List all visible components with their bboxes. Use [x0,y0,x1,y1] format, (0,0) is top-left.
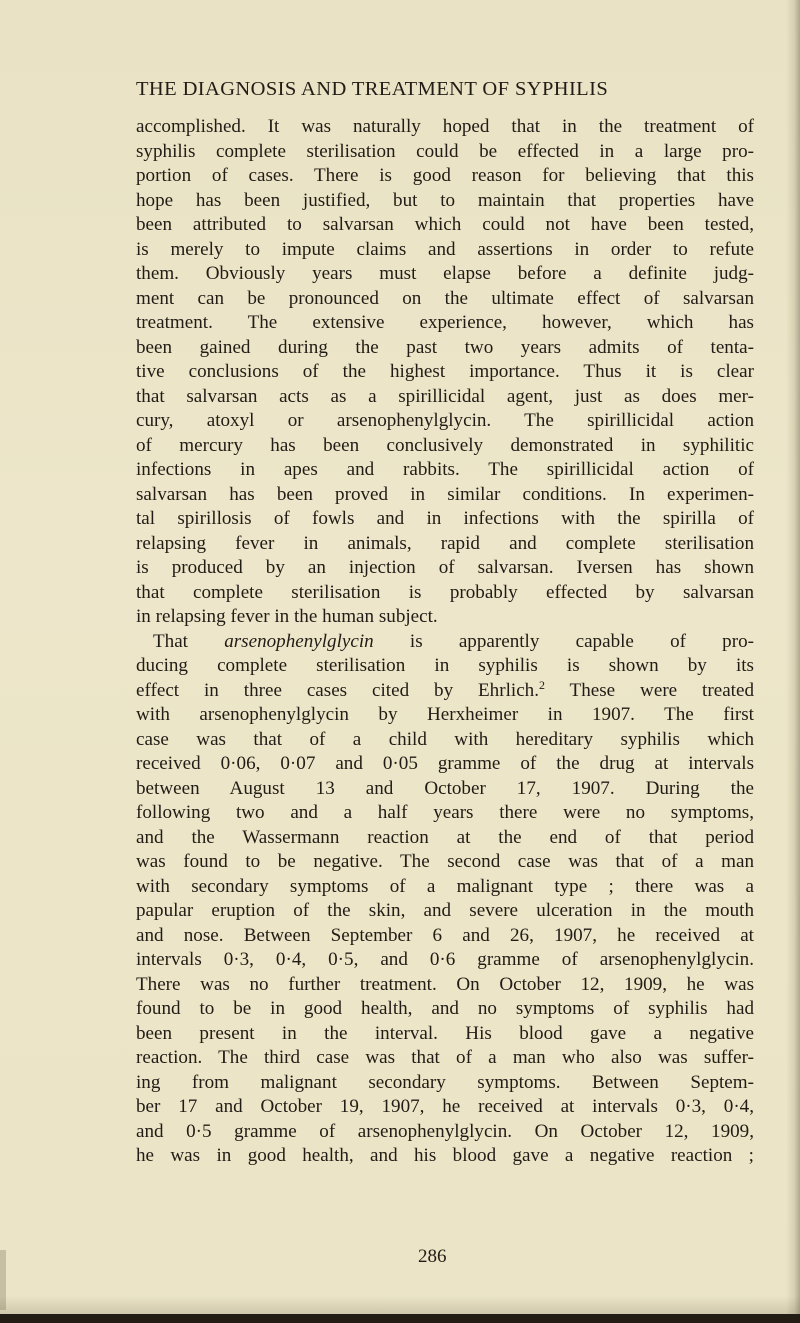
text-line: and 0·5 gramme of arsenophenylglycin. On October 12, 1909, [136,1120,754,1142]
text-run: effect in three cases cited by Ehrlich. [136,679,539,701]
text-line: received 0·06, 0·07 and 0·05 gramme of the drug at intervals [136,753,754,774]
text-line: been gained during the past two years admits of tenta- [136,336,754,358]
page-bottom-shadow [0,1296,800,1314]
running-head: THE DIAGNOSIS AND TREATMENT OF SYPHILIS [136,78,609,100]
text-line: salvarsan has been proved in similar conditions. In experimen- [136,483,754,505]
text-line: intervals 0·3, 0·4, 0·5, and 0·6 gramme of arsenophenylglycin. [136,949,754,970]
text-line: ber 17 and October 19, 1907, he received at intervals 0·3, 0·4, [136,1096,754,1117]
text-line: accomplished. It was naturally hoped that in the treatment of [136,116,754,137]
text-line: portion of cases. There is good reason for believing that this [136,165,754,186]
footnote-reference: 2 [539,678,545,692]
text-line: treatment. The extensive experience, however, which has [136,312,754,333]
paragraph-start-line [136,630,754,655]
italic-term: arsenophenylglycin [224,630,374,652]
text-line: hope has been justified, but to maintain that properties have [136,189,754,211]
text-line: ment can be pronounced on the ultimate effect of salvarsan [136,287,754,309]
text-line [136,679,754,704]
text-line: is merely to impute claims and assertions in order to refute [136,238,754,260]
page-right-edge-shadow [786,0,800,1323]
text-line: of mercury has been conclusively demonstrated in syphilitic [136,434,754,456]
text-line: cury, atoxyl or arsenophenylglycin. The spirillicidal action [136,410,754,431]
text-line: and the Wassermann reaction at the end of that period [136,826,754,848]
text-line: ing from malignant secondary symptoms. Between Septem- [136,1071,754,1093]
text-line: found to be in good health, and no symptoms of syphilis had [136,998,754,1019]
paragraph-end-line: in relapsing fever in the human subject. [136,606,438,627]
text-line: he was in good health, and his blood gave a negative reaction ; [136,1145,754,1166]
text-line: that complete sterilisation is probably effected by salvarsan [136,581,754,603]
text-line: relapsing fever in animals, rapid and complete sterilisation [136,532,754,554]
text-line: ducing complete sterilisation in syphilis is shown by its [136,655,754,676]
text-line: following two and a half years there were no symptoms, [136,802,754,823]
text-line: papular eruption of the skin, and severe ulceration in the mouth [136,900,754,921]
page-bottom-edge [0,1314,800,1323]
text-line: with secondary symptoms of a malignant type ; there was a [136,875,754,897]
text-line: reaction. The third case was that of a man who also was suffer- [136,1047,754,1068]
text-line: tive conclusions of the highest importance. Thus it is clear [136,361,754,382]
page-number: 286 [418,1246,447,1267]
text-line: infections in apes and rabbits. The spirillicidal action of [136,459,754,480]
text-line: between August 13 and October 17, 1907. During the [136,777,754,799]
text-line: that salvarsan acts as a spirillicidal agent, just as does mer- [136,385,754,407]
text-line: been attributed to salvarsan which could not have been tested, [136,214,754,235]
text-line: was found to be negative. The second case was that of a man [136,851,754,872]
text-line: is produced by an injection of salvarsan. Iversen has shown [136,557,754,578]
text-line: syphilis complete sterilisation could be effected in a large pro- [136,140,754,162]
text-run: is apparently capable of pro- [373,630,754,652]
text-line: them. Obviously years must elapse before a definite judg- [136,263,754,284]
text-run: That [153,630,225,652]
text-line: with arsenophenylglycin by Herxheimer in 1907. The first [136,704,754,725]
text-line: There was no further treatment. On October 12, 1909, he was [136,973,754,995]
body-text [136,115,754,1169]
text-line: case was that of a child with hereditary syphilis which [136,728,754,750]
text-line: been present in the interval. His blood gave a negative [136,1022,754,1044]
text-run: These were treated [545,679,754,701]
text-line: and nose. Between September 6 and 26, 1907, he received at [136,924,754,946]
text-line: tal spirillosis of fowls and in infections with the spirilla of [136,508,754,529]
